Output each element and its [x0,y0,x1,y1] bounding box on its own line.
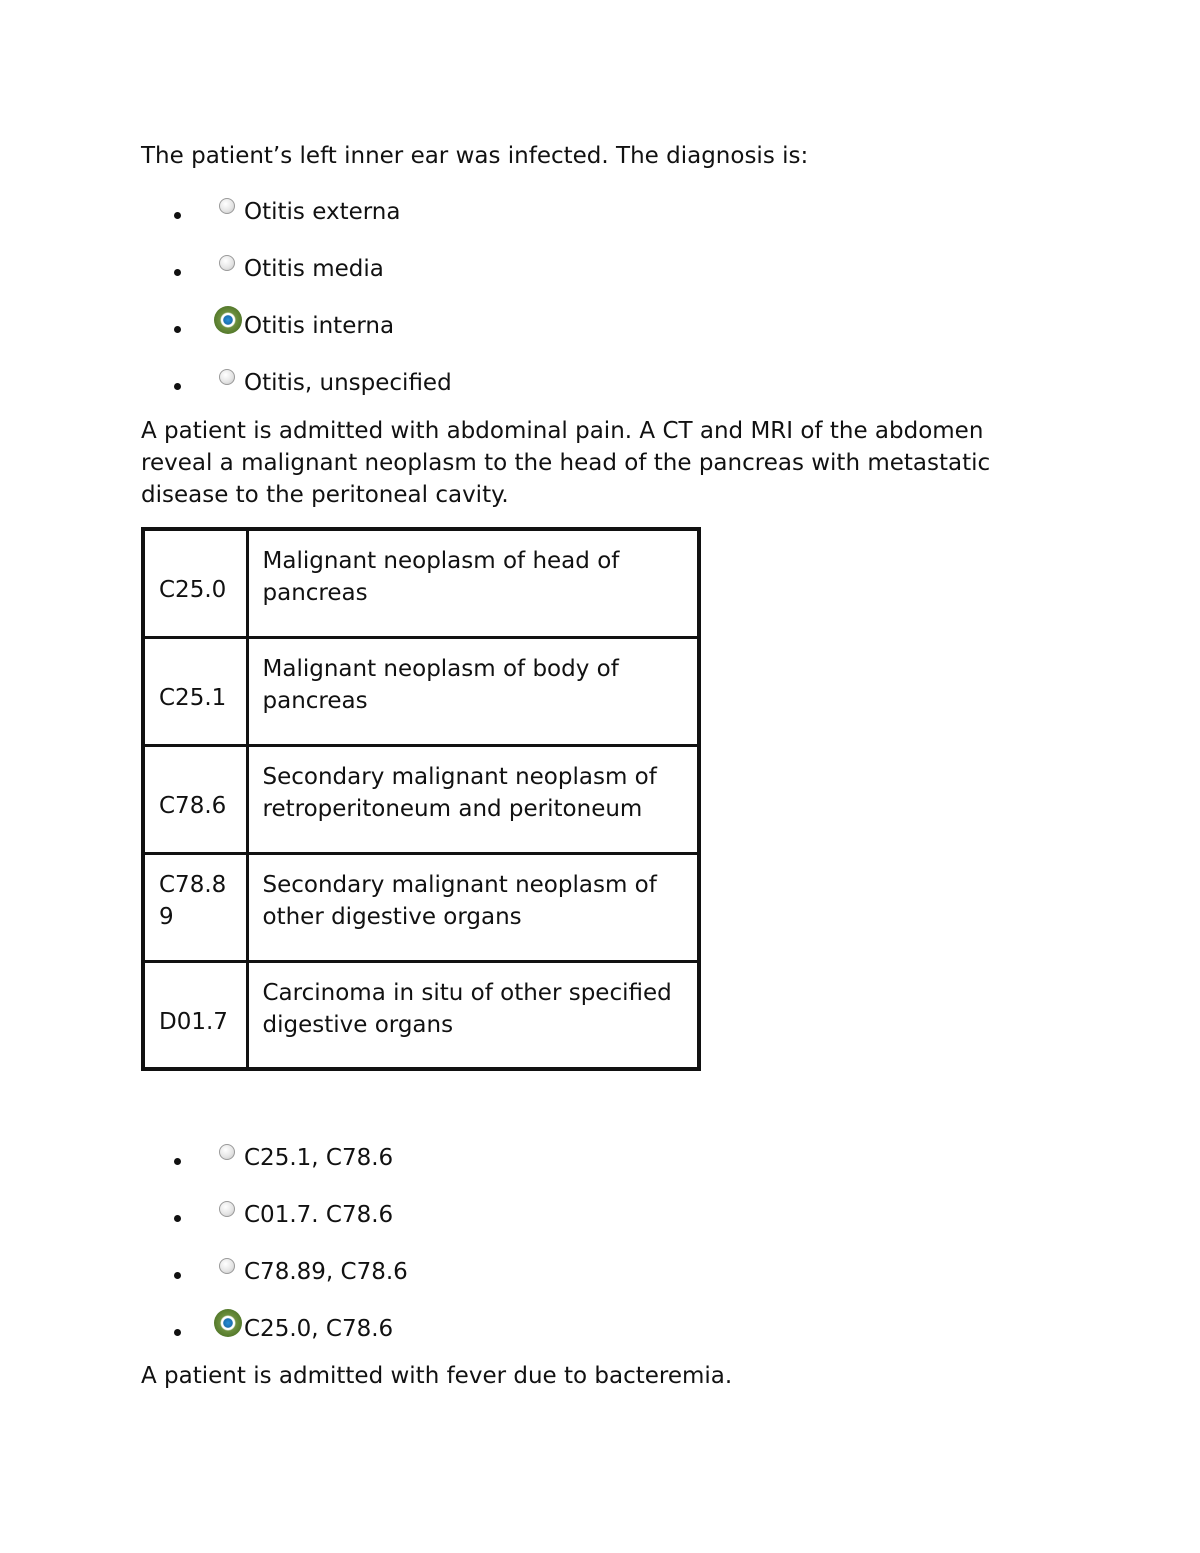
answer-option-label: C25.1, C78.6 [244,1145,394,1171]
bullet-icon [174,383,181,390]
answer-option-label: Otitis externa [244,199,401,225]
radio-button-icon[interactable] [219,369,235,385]
table-row [143,745,699,853]
answer-option-label: Otitis, unspecified [244,370,452,396]
radio-button-icon[interactable] [219,1258,235,1274]
question-1-prompt: The patient’s left inner ear was infected. The diagnosis is: [141,143,809,169]
radio-button-icon[interactable] [219,1201,235,1217]
table-row [143,637,699,745]
radio-button-icon[interactable] [219,255,235,271]
table-row [143,529,699,637]
question-2-prompt: A patient is admitted with abdominal pain. A CT and MRI of the abdomen reveal a malignant neoplasm to the head of the pancreas with metastatic disease to the peritoneal cavity. [141,418,991,508]
code-table [141,527,701,1071]
bullet-icon [174,326,181,333]
question-3-prompt: A patient is admitted with fever due to bacteremia. [141,1363,733,1389]
radio-button-selected-icon[interactable] [214,306,242,334]
code-cell: C78.89 [143,853,247,961]
radio-button-icon[interactable] [219,198,235,214]
bullet-icon [174,1329,181,1336]
answer-option-label: C78.89, C78.6 [244,1259,408,1285]
radio-button-icon[interactable] [219,1144,235,1160]
description-cell: Malignant neoplasm of head of pancreas [247,529,699,637]
description-cell: Malignant neoplasm of body of pancreas [247,637,699,745]
bullet-icon [174,1158,181,1165]
bullet-icon [174,269,181,276]
answer-option-label: C01.7. C78.6 [244,1202,394,1228]
code-cell: C78.6 [143,745,247,853]
bullet-icon [174,212,181,219]
description-cell: Secondary malignant neoplasm of retroperitoneum and peritoneum [247,745,699,853]
bullet-icon [174,1215,181,1222]
table-row [143,853,699,961]
answer-option-label: Otitis media [244,256,384,282]
radio-button-selected-icon[interactable] [214,1309,242,1337]
description-cell: Carcinoma in situ of other specified digestive organs [247,961,699,1069]
answer-option-label: C25.0, C78.6 [244,1316,394,1342]
code-cell: D01.7 [143,961,247,1069]
table-row [143,961,699,1069]
description-cell: Secondary malignant neoplasm of other digestive organs [247,853,699,961]
code-cell: C25.1 [143,637,247,745]
bullet-icon [174,1272,181,1279]
answer-option-label: Otitis interna [244,313,395,339]
code-cell: C25.0 [143,529,247,637]
